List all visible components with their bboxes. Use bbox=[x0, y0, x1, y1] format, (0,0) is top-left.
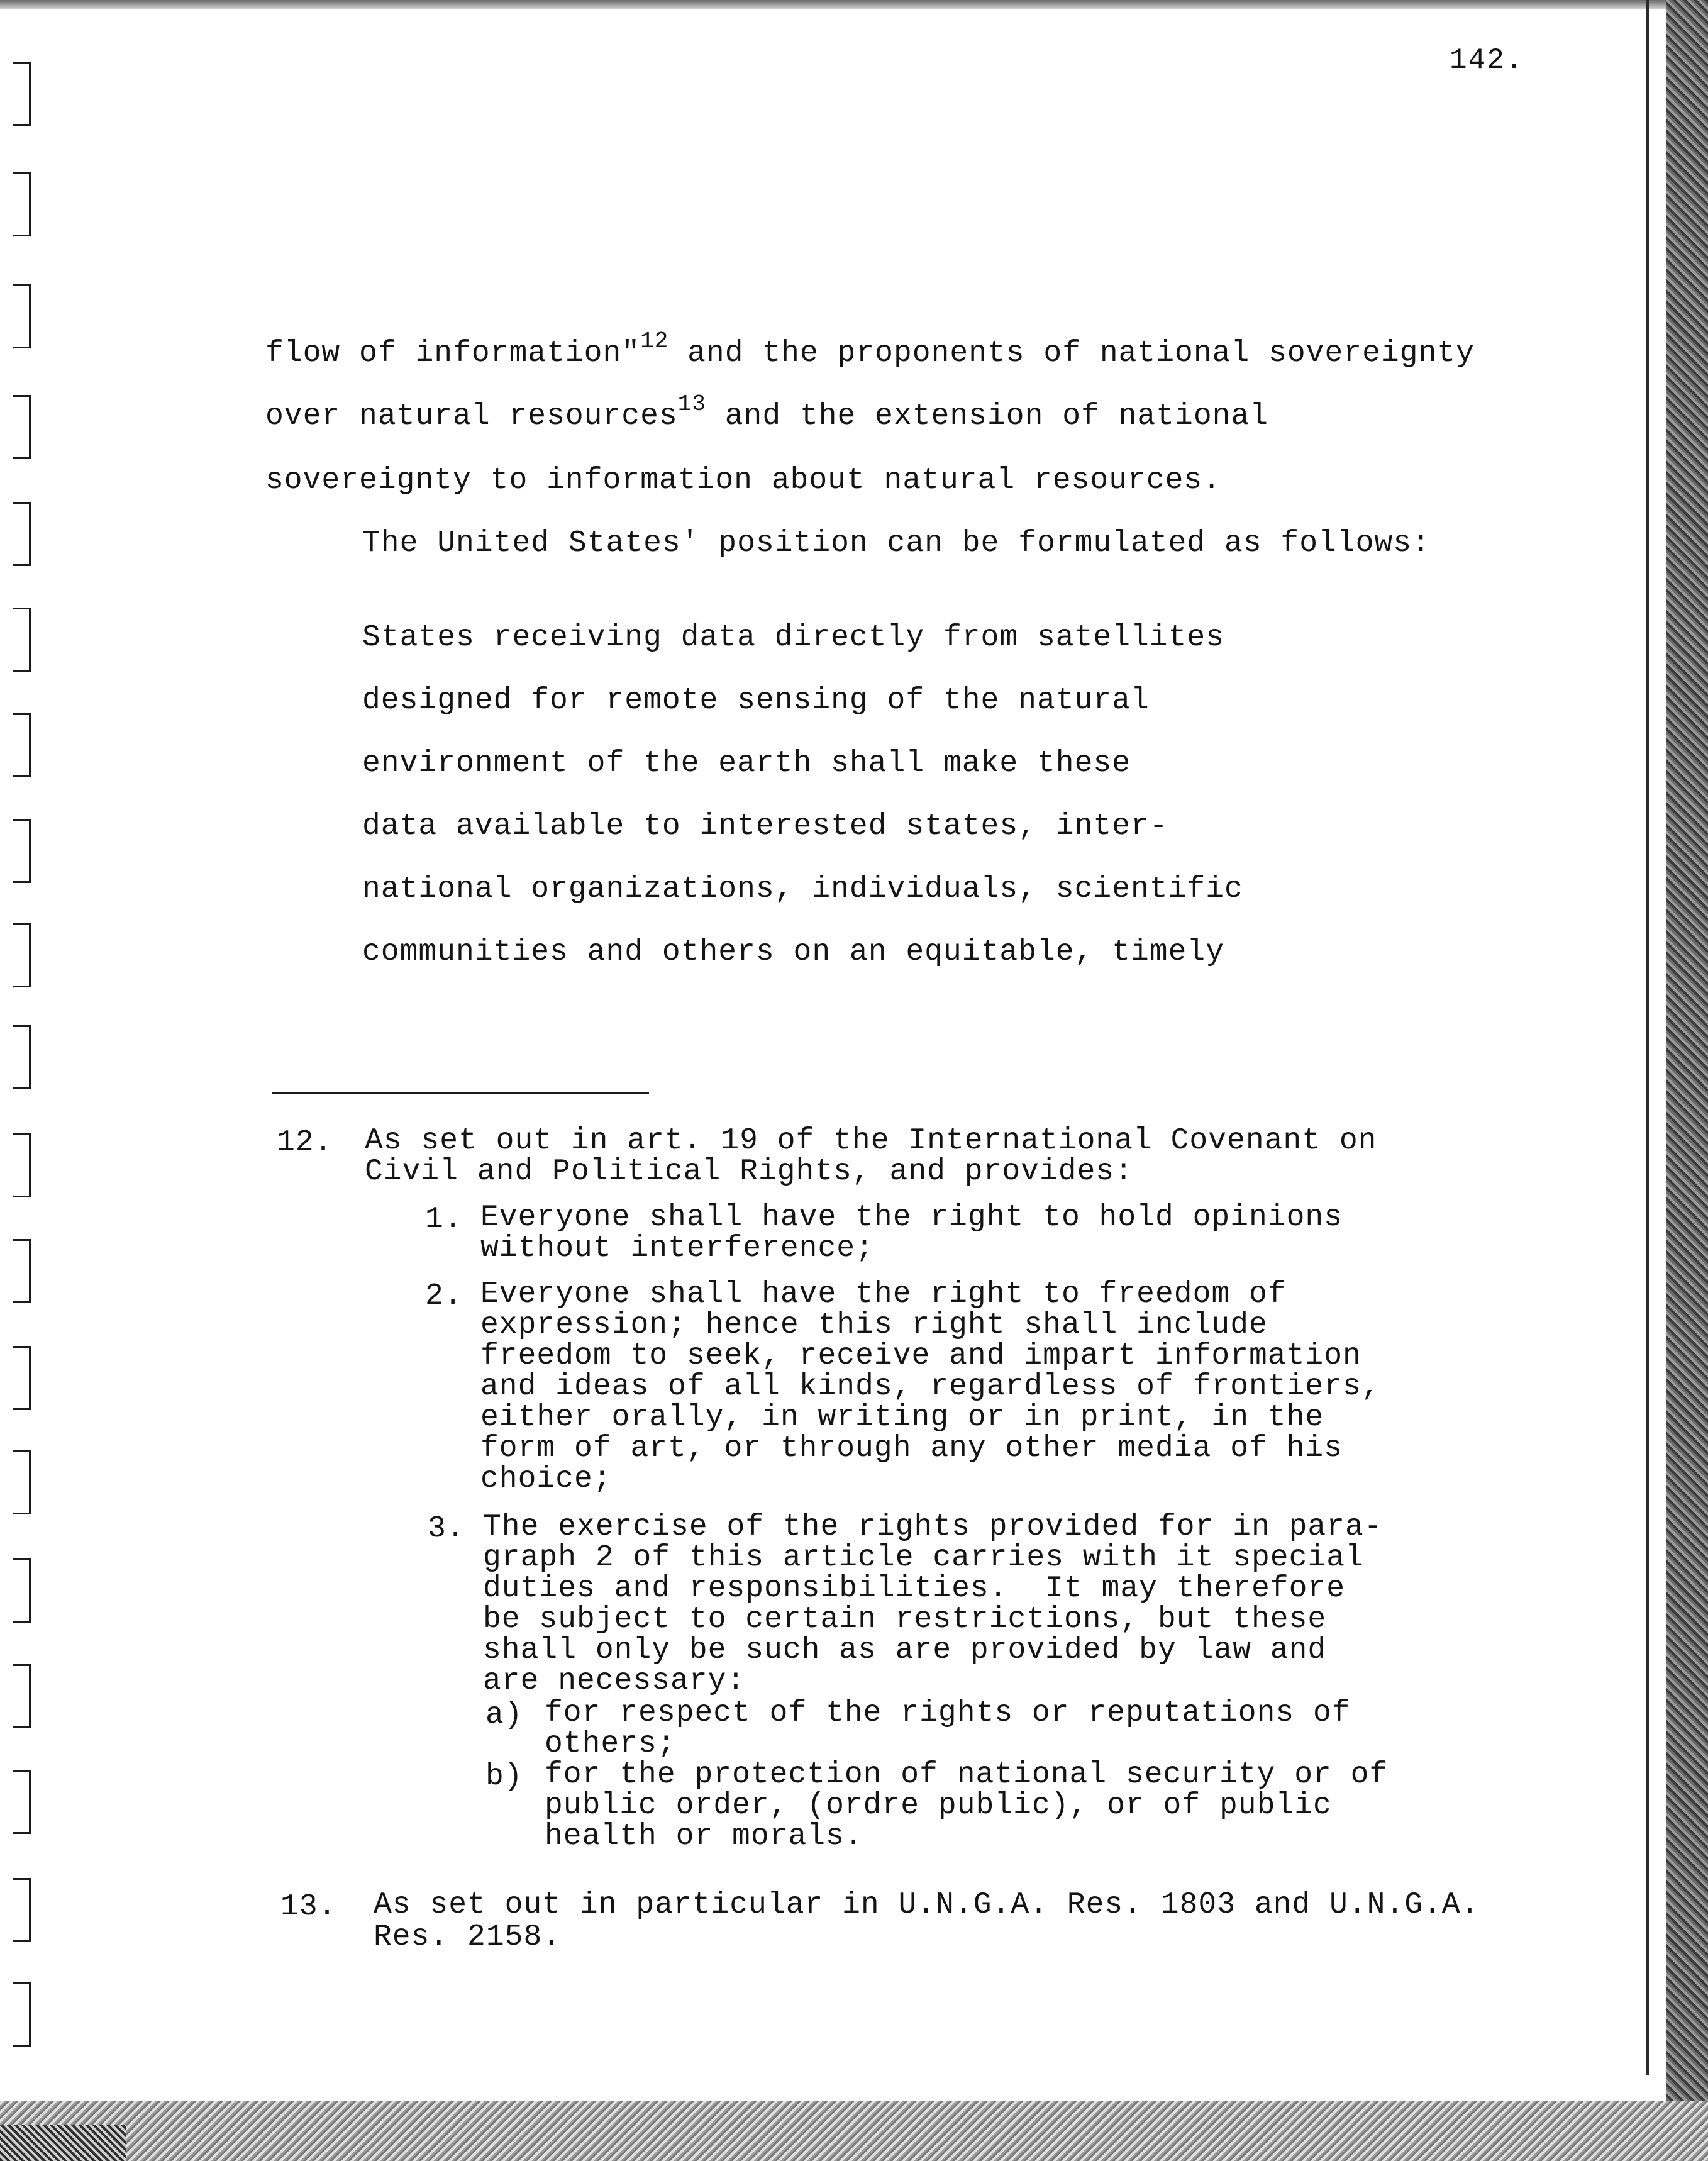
scan-bottom-left-corner bbox=[0, 2125, 126, 2161]
sublist-label: a) bbox=[485, 1698, 523, 1732]
footnote-line: are necessary: bbox=[483, 1664, 746, 1698]
quote-line: communities and others on an equitable, timely bbox=[362, 935, 1225, 969]
page-edge-line bbox=[1646, 0, 1649, 2075]
binder-ring bbox=[13, 172, 31, 236]
binder-ring bbox=[13, 923, 31, 987]
footnote-line: graph 2 of this article carries with it special bbox=[483, 1541, 1364, 1575]
body-text: flow of information" bbox=[265, 336, 641, 370]
footnote-line: The exercise of the rights provided for in para- bbox=[483, 1510, 1383, 1544]
sublist-label: b) bbox=[485, 1760, 523, 1794]
binder-ring bbox=[13, 608, 31, 672]
binder-ring bbox=[13, 284, 31, 348]
quote-line: environment of the earth shall make these bbox=[362, 747, 1131, 781]
binder-ring bbox=[13, 1133, 31, 1197]
footnote-line: shall only be such as are provided by law and bbox=[483, 1633, 1327, 1667]
scan-right-edge bbox=[1666, 0, 1708, 2161]
binder-ring bbox=[13, 1664, 31, 1728]
footnote-line: for respect of the rights or reputations of bbox=[545, 1696, 1351, 1730]
binder-ring bbox=[13, 1558, 31, 1623]
body-text: and the proponents of national sovereignty bbox=[668, 336, 1475, 370]
footnote-line: without interference; bbox=[480, 1231, 874, 1265]
footnote-line: freedom to seek, receive and impart information bbox=[480, 1339, 1361, 1373]
quote-line: national organizations, individuals, scientific bbox=[362, 872, 1243, 906]
footnote-line: and ideas of all kinds, regardless of frontiers, bbox=[480, 1370, 1380, 1404]
body-line-4: The United States' position can be formulated as follows: bbox=[362, 526, 1431, 560]
scan-bottom-edge bbox=[0, 2101, 1708, 2161]
page-number: 142. bbox=[1450, 44, 1524, 77]
binder-ring bbox=[13, 1025, 31, 1089]
footnote-ref-13: 13 bbox=[677, 391, 706, 417]
footnote-line: As set out in art. 19 of the International Covenant on bbox=[365, 1124, 1377, 1158]
footnote-line: for the protection of national security or of bbox=[545, 1758, 1389, 1792]
footnote-line: public order, (ordre public), or of public bbox=[545, 1789, 1332, 1823]
body-text: over natural resources bbox=[265, 399, 678, 433]
quote-line: designed for remote sensing of the natural bbox=[362, 684, 1150, 718]
list-number: 1. bbox=[425, 1203, 463, 1236]
footnote-separator bbox=[272, 1092, 649, 1094]
footnote-number: 13. bbox=[280, 1890, 337, 1924]
binder-ring bbox=[13, 1770, 31, 1834]
footnote-line: Res. 2158. bbox=[374, 1920, 562, 1954]
footnote-line: As set out in particular in U.N.G.A. Res. 1803 and U.N.G.A. bbox=[374, 1888, 1480, 1922]
footnote-line: be subject to certain restrictions, but these bbox=[483, 1603, 1327, 1636]
scan-top-edge bbox=[0, 0, 1708, 9]
footnote-line: Everyone shall have the right to hold opinions bbox=[480, 1201, 1343, 1235]
footnote-number: 12. bbox=[277, 1126, 333, 1160]
quote-line: data available to interested states, inter- bbox=[362, 809, 1168, 843]
footnote-line: health or morals. bbox=[545, 1819, 863, 1853]
footnote-line: either orally, in writing or in print, in the bbox=[480, 1401, 1324, 1435]
footnote-line: expression; hence this right shall include bbox=[480, 1308, 1268, 1342]
footnote-line: Everyone shall have the right to freedom of bbox=[480, 1277, 1287, 1311]
body-line-1 bbox=[265, 328, 1475, 370]
binder-ring bbox=[13, 1982, 31, 2047]
footnote-line: choice; bbox=[480, 1462, 612, 1496]
binder-ring bbox=[13, 713, 31, 777]
binder-ring bbox=[13, 395, 31, 459]
footnote-line: duties and responsibilities. It may therefore bbox=[483, 1572, 1346, 1606]
binder-ring bbox=[13, 502, 31, 566]
body-line-3: sovereignty to information about natural resources. bbox=[265, 464, 1222, 497]
footnote-line: others; bbox=[545, 1727, 676, 1761]
binder-ring bbox=[13, 1239, 31, 1303]
binder-ring bbox=[13, 62, 31, 126]
footnote-line: form of art, or through any other media of his bbox=[480, 1431, 1343, 1465]
body-line-2 bbox=[265, 391, 1269, 433]
binder-ring bbox=[13, 819, 31, 883]
binder-ring bbox=[13, 1450, 31, 1514]
body-text: and the extension of national bbox=[706, 399, 1269, 433]
list-number: 2. bbox=[425, 1279, 463, 1313]
binder-ring bbox=[13, 1346, 31, 1410]
footnote-ref-12: 12 bbox=[640, 328, 669, 354]
binder-ring bbox=[13, 1878, 31, 1942]
footnote-line: Civil and Political Rights, and provides: bbox=[365, 1155, 1133, 1189]
list-number: 3. bbox=[428, 1512, 465, 1546]
quote-line: States receiving data directly from satellites bbox=[362, 621, 1225, 655]
